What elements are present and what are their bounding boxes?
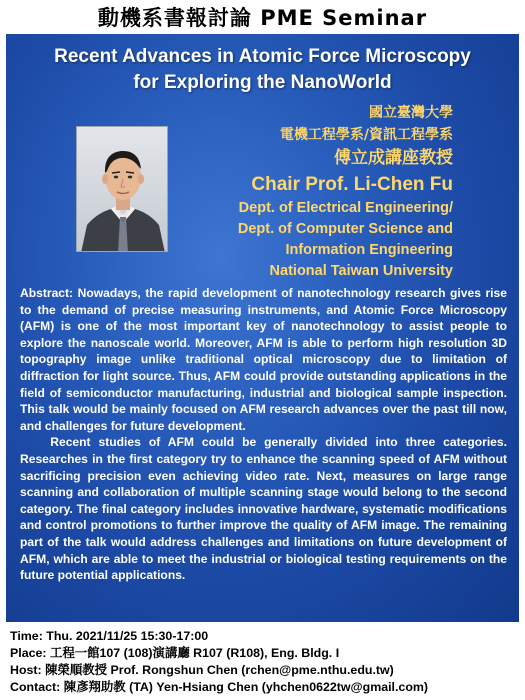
- event-time: Time: Thu. 2021/11/25 15:30-17:00: [10, 629, 209, 643]
- event-place: Place: 工程一館107 (108)演講廳 R107 (R108), Eng. Bldg. I: [10, 646, 340, 660]
- speaker-university-en: National Taiwan University: [269, 263, 453, 279]
- event-details: [10, 628, 525, 696]
- abstract-paragraph-1: Abstract: Nowadays, the rapid development of nanotechnology research gives rise to the demand of precise measuring instruments, and Atomic Force Microscopy (AFM) is one of the most important key of nanotechnology to assist people to explore the nanoscale world. Moreover, AFM is able to perform high resolution 3D topography image unlike traditional optical microscopy due to limitation of diffraction for light source. Thus, AFM could provide outstanding applications in the field of semiconductor manufacturing, industrial and biological sample inspection. This talk would be mainly focused on AFM research advances over the past till now, and challenges for future development.: [20, 286, 507, 433]
- speaker-department-line-3: Information Engineering: [285, 242, 453, 258]
- talk-title-line-2: for Exploring the NanoWorld: [133, 72, 392, 93]
- seminar-header-title: 動機系書報討論 PME Seminar: [97, 6, 428, 30]
- talk-abstract: [20, 285, 507, 584]
- speaker-department-zh: 電機工程學系/資訊工程學系: [279, 127, 453, 143]
- speaker-title-zh: 傅立成講座教授: [334, 148, 453, 168]
- speaker-university-zh: 國立臺灣大學: [369, 105, 453, 121]
- speaker-name: Chair Prof. Li-Chen Fu: [251, 174, 453, 195]
- speaker-info: [153, 102, 453, 282]
- event-host: Host: 陳榮順教授 Prof. Rongshun Chen (rchen@pme.nthu.edu.tw): [10, 663, 394, 677]
- event-contact: Contact: 陳彥翔助教 (TA) Yen-Hsiang Chen (yhchen0622tw@gmail.com): [10, 680, 429, 694]
- speaker-department-line-1: Dept. of Electrical Engineering/: [238, 200, 453, 216]
- talk-title-line-1: Recent Advances in Atomic Force Microscopy: [54, 46, 471, 67]
- seminar-poster: [6, 34, 519, 622]
- talk-title: [6, 44, 519, 96]
- seminar-header: [0, 0, 525, 34]
- speaker-department-line-2: Dept. of Computer Science and: [237, 221, 453, 237]
- abstract-paragraph-2: Recent studies of AFM could be generally divided into three categories. Researches in the first category try to enhance the scanning speed of AFM without sacrificing precision even achieving video rate. Next, measures on large range scanning and collaboration of multiple scanning stage would belong to the second category. The final category includes innovative hardware, systematic modifications and control promotions to further improve the quality of AFM image. The remaining part of the talk would address challenges and limitations on future development of AFM, which are able to meet the industrial or biological testing requirements on the future potential applications.: [20, 435, 507, 583]
